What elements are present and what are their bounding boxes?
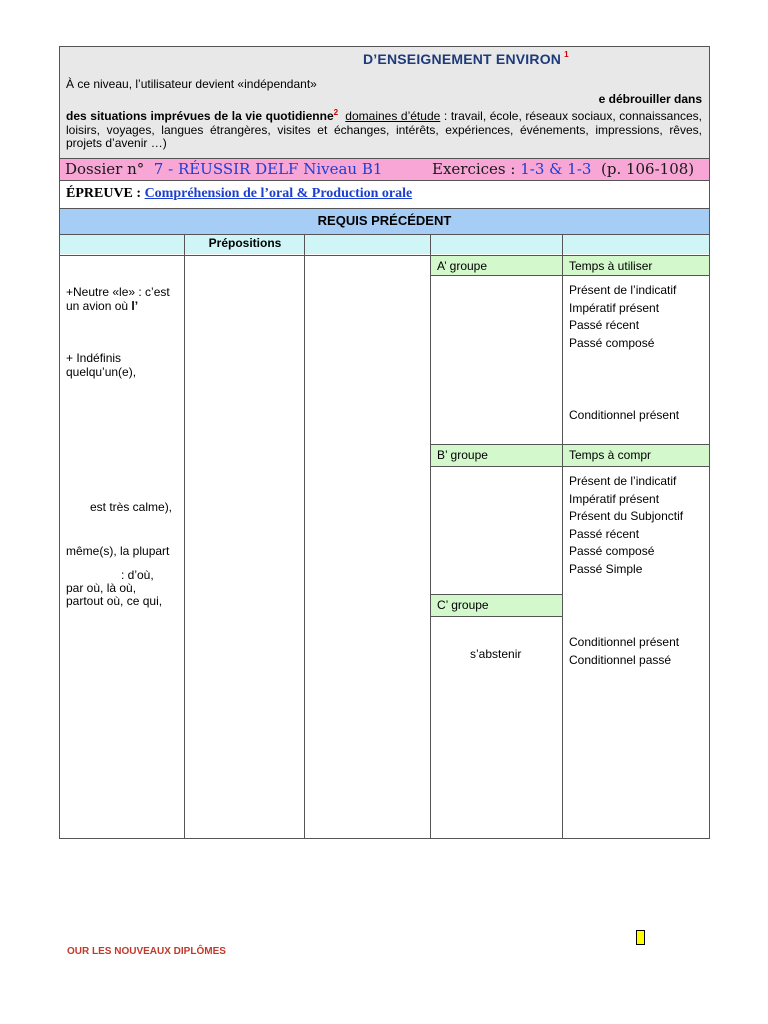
table-frame (59, 46, 710, 839)
group-b-label: B’ groupe (437, 448, 488, 462)
temps-list-3 (569, 634, 679, 669)
list-item: Passé récent (569, 526, 640, 541)
highlight-marker (636, 930, 645, 945)
footer-text: OUR LES NOUVEAUX DIPLÔMES (67, 946, 226, 957)
divider (430, 466, 709, 467)
para-rest-text: : travail, école, réseaux sociaux, connaissances, loisirs, voyages, langues étrangères, visites et échanges, intérêts, expériences, événements, impressions, rêves, projets d’avenir …) (66, 109, 702, 150)
list-item: Présent du Subjonctif (569, 509, 684, 523)
divider (60, 234, 709, 235)
column-divider (184, 234, 185, 839)
dossier-left: Dossier n° 7 - RÉUSSIR DELF Niveau B1 (65, 160, 383, 178)
list-item: Conditionnel présent (569, 635, 680, 649)
sabstenir-text: s’abstenir (470, 647, 522, 661)
divider (60, 158, 709, 159)
epreuve-label: ÉPREUVE : (66, 186, 145, 201)
dossier-exercices: Exercices : 1-3 & 1-3 (p. 106-108) (432, 160, 695, 178)
divider (60, 255, 709, 256)
para-bold-text: des situations imprévues de la vie quotidienne (66, 109, 334, 123)
group-a-label: A’ groupe (437, 259, 488, 273)
temps-list-2 (569, 473, 683, 578)
divider (430, 275, 709, 276)
temps-utiliser-label: Temps à utiliser (569, 259, 653, 273)
neutre-note: +Neutre «le» : c’est un avion où l’ (66, 285, 170, 313)
prepositions-header: Prépositions (208, 236, 282, 250)
pages-range: (p. 106-108) (600, 160, 695, 178)
list-item: Présent de l’indicatif (569, 283, 677, 297)
divider (430, 616, 562, 617)
section-title: REQUIS PRÉCÉDENT (60, 208, 709, 234)
intro-text: À ce niveau, l’utilisateur devient «indépendant» (66, 77, 317, 91)
list-item: Impératif présent (569, 491, 660, 506)
column-divider (430, 234, 431, 839)
temps-compr-label: Temps à compr (569, 448, 652, 462)
divider (60, 208, 709, 209)
meme-note: même(s), la plupart (66, 544, 170, 558)
list-item: Passé composé (569, 335, 655, 350)
relatifs-note: : d’où, par où, là où, partout où, ce qui, (66, 568, 163, 608)
conditionnel-present-1: Conditionnel présent (569, 408, 680, 422)
calme-note: est très calme), (90, 500, 173, 514)
group-c-label: C’ groupe (437, 598, 489, 612)
epreuve-link[interactable]: Compréhension de l’oral & Production orale (144, 186, 413, 201)
dossier-name: RÉUSSIR DELF Niveau B1 (177, 160, 383, 178)
list-item: Conditionnel passé (569, 652, 672, 667)
para-underlined-text: domaines d’étude (345, 109, 441, 123)
page-title: D’ENSEIGNEMENT ENVIRON $^1$ (363, 50, 569, 67)
para-footnote-marker: 2 (333, 108, 339, 117)
column-divider (304, 234, 305, 839)
list-item: Passé récent (569, 318, 640, 332)
divider (430, 444, 709, 445)
list-item: Impératif présent (569, 300, 660, 315)
indefinis-note: + Indéfinis quelqu’un(e), (66, 351, 137, 379)
title-footnote-marker: 1 (564, 50, 569, 59)
temps-list-1 (569, 282, 676, 352)
header-bold-fragment: e débrouiller dans (598, 92, 702, 106)
list-item: Passé composé (569, 544, 655, 558)
column-divider (562, 234, 563, 839)
divider (60, 180, 709, 181)
list-item: Présent de l’indicatif (569, 474, 677, 488)
divider (430, 594, 562, 595)
dossier-number: 7 (153, 160, 164, 178)
exercices-value: 1-3 & 1-3 (520, 160, 592, 178)
list-item: Passé Simple (569, 561, 643, 576)
